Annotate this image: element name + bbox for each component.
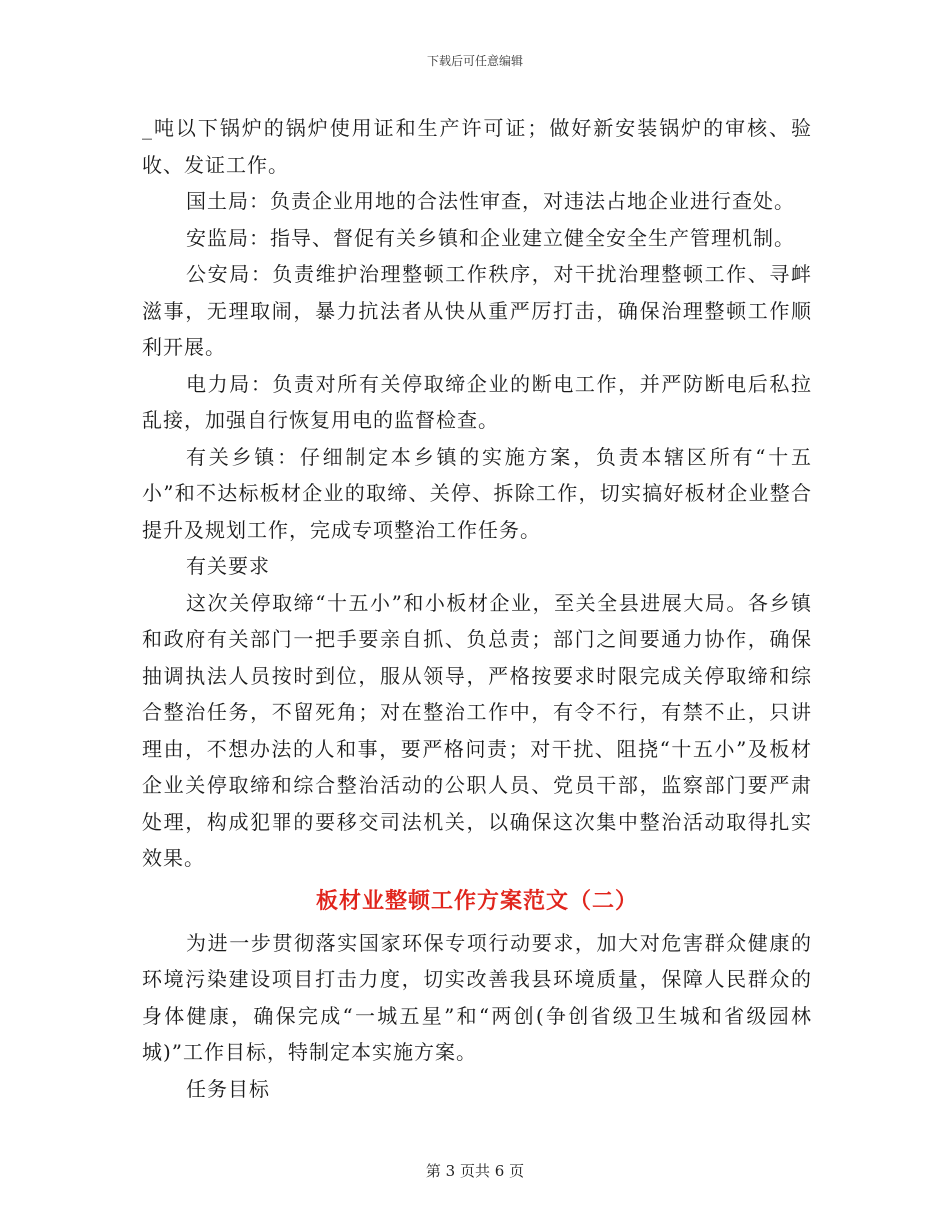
paragraph-power-bureau: 电力局：负责对所有关停取缔企业的断电工作，并严防断电后私拉乱接，加强自行恢复用电的监督检查。 bbox=[142, 371, 812, 432]
paragraph-police-bureau: 公安局：负责维护治理整顿工作秩序，对干扰治理整顿工作、寻衅滋事，无理取闹，暴力抗法者从快从重严厉打击，确保治理整顿工作顺利开展。 bbox=[142, 262, 812, 359]
document-body bbox=[142, 110, 812, 1107]
paragraph-safety-bureau: 安监局：指导、督促有关乡镇和企业建立健全安全生产管理机制。 bbox=[186, 225, 795, 250]
page-header: 下载后可任意编辑 bbox=[426, 54, 523, 68]
paragraph-requirements: 这次关停取缔“十五小”和小板材企业，至关全县进展大局。各乡镇和政府有关部门一把手要亲自抓、负总责；部门之间要通力协作，确保抽调执法人员按时到位，服从领导，严格按要求时限完成关停取缔和综合整治任务，不留死角；对在整治工作中，有令不行，有禁不止，只讲理由，不想办法的人和事，要严格问责；对干扰、阻挠“十五小”及板材企业关停取缔和综合整治活动的公职人员、党员干部，监察部门要严肃处理，构成犯罪的要移交司法机关，以确保这次集中整治活动取得扎实效果。 bbox=[142, 590, 812, 870]
paragraph-requirements-heading: 有关要求 bbox=[186, 554, 270, 578]
paragraph-intro: 为进一步贯彻落实国家环保专项行动要求，加大对危害群众健康的环境污染建设项目打击力度，切实改善我县环境质量，保障人民群众的身体健康，确保完成“一城五星”和“两创(争创省级卫生城和省级园林城)”工作目标，特制定本实施方案。 bbox=[142, 930, 812, 1064]
paragraph-townships: 有关乡镇：仔细制定本乡镇的实施方案，负责本辖区所有“十五小”和不达标板材企业的取缔、关停、拆除工作，切实搞好板材企业整合提升及规划工作，完成专项整治工作任务。 bbox=[142, 444, 812, 542]
paragraph-boiler: _吨以下锅炉的锅炉使用证和生产许可证；做好新安装锅炉的审核、验收、发证工作。 bbox=[142, 116, 812, 177]
paragraph-task-goals-heading: 任务目标 bbox=[186, 1076, 270, 1101]
paragraph-land-bureau: 国土局：负责企业用地的合法性审查，对违法占地企业进行查处。 bbox=[186, 189, 795, 213]
section-title: 板材业整顿工作方案范文（二） bbox=[315, 887, 638, 914]
page-number: 第 3 页共 6 页 bbox=[425, 1162, 525, 1180]
